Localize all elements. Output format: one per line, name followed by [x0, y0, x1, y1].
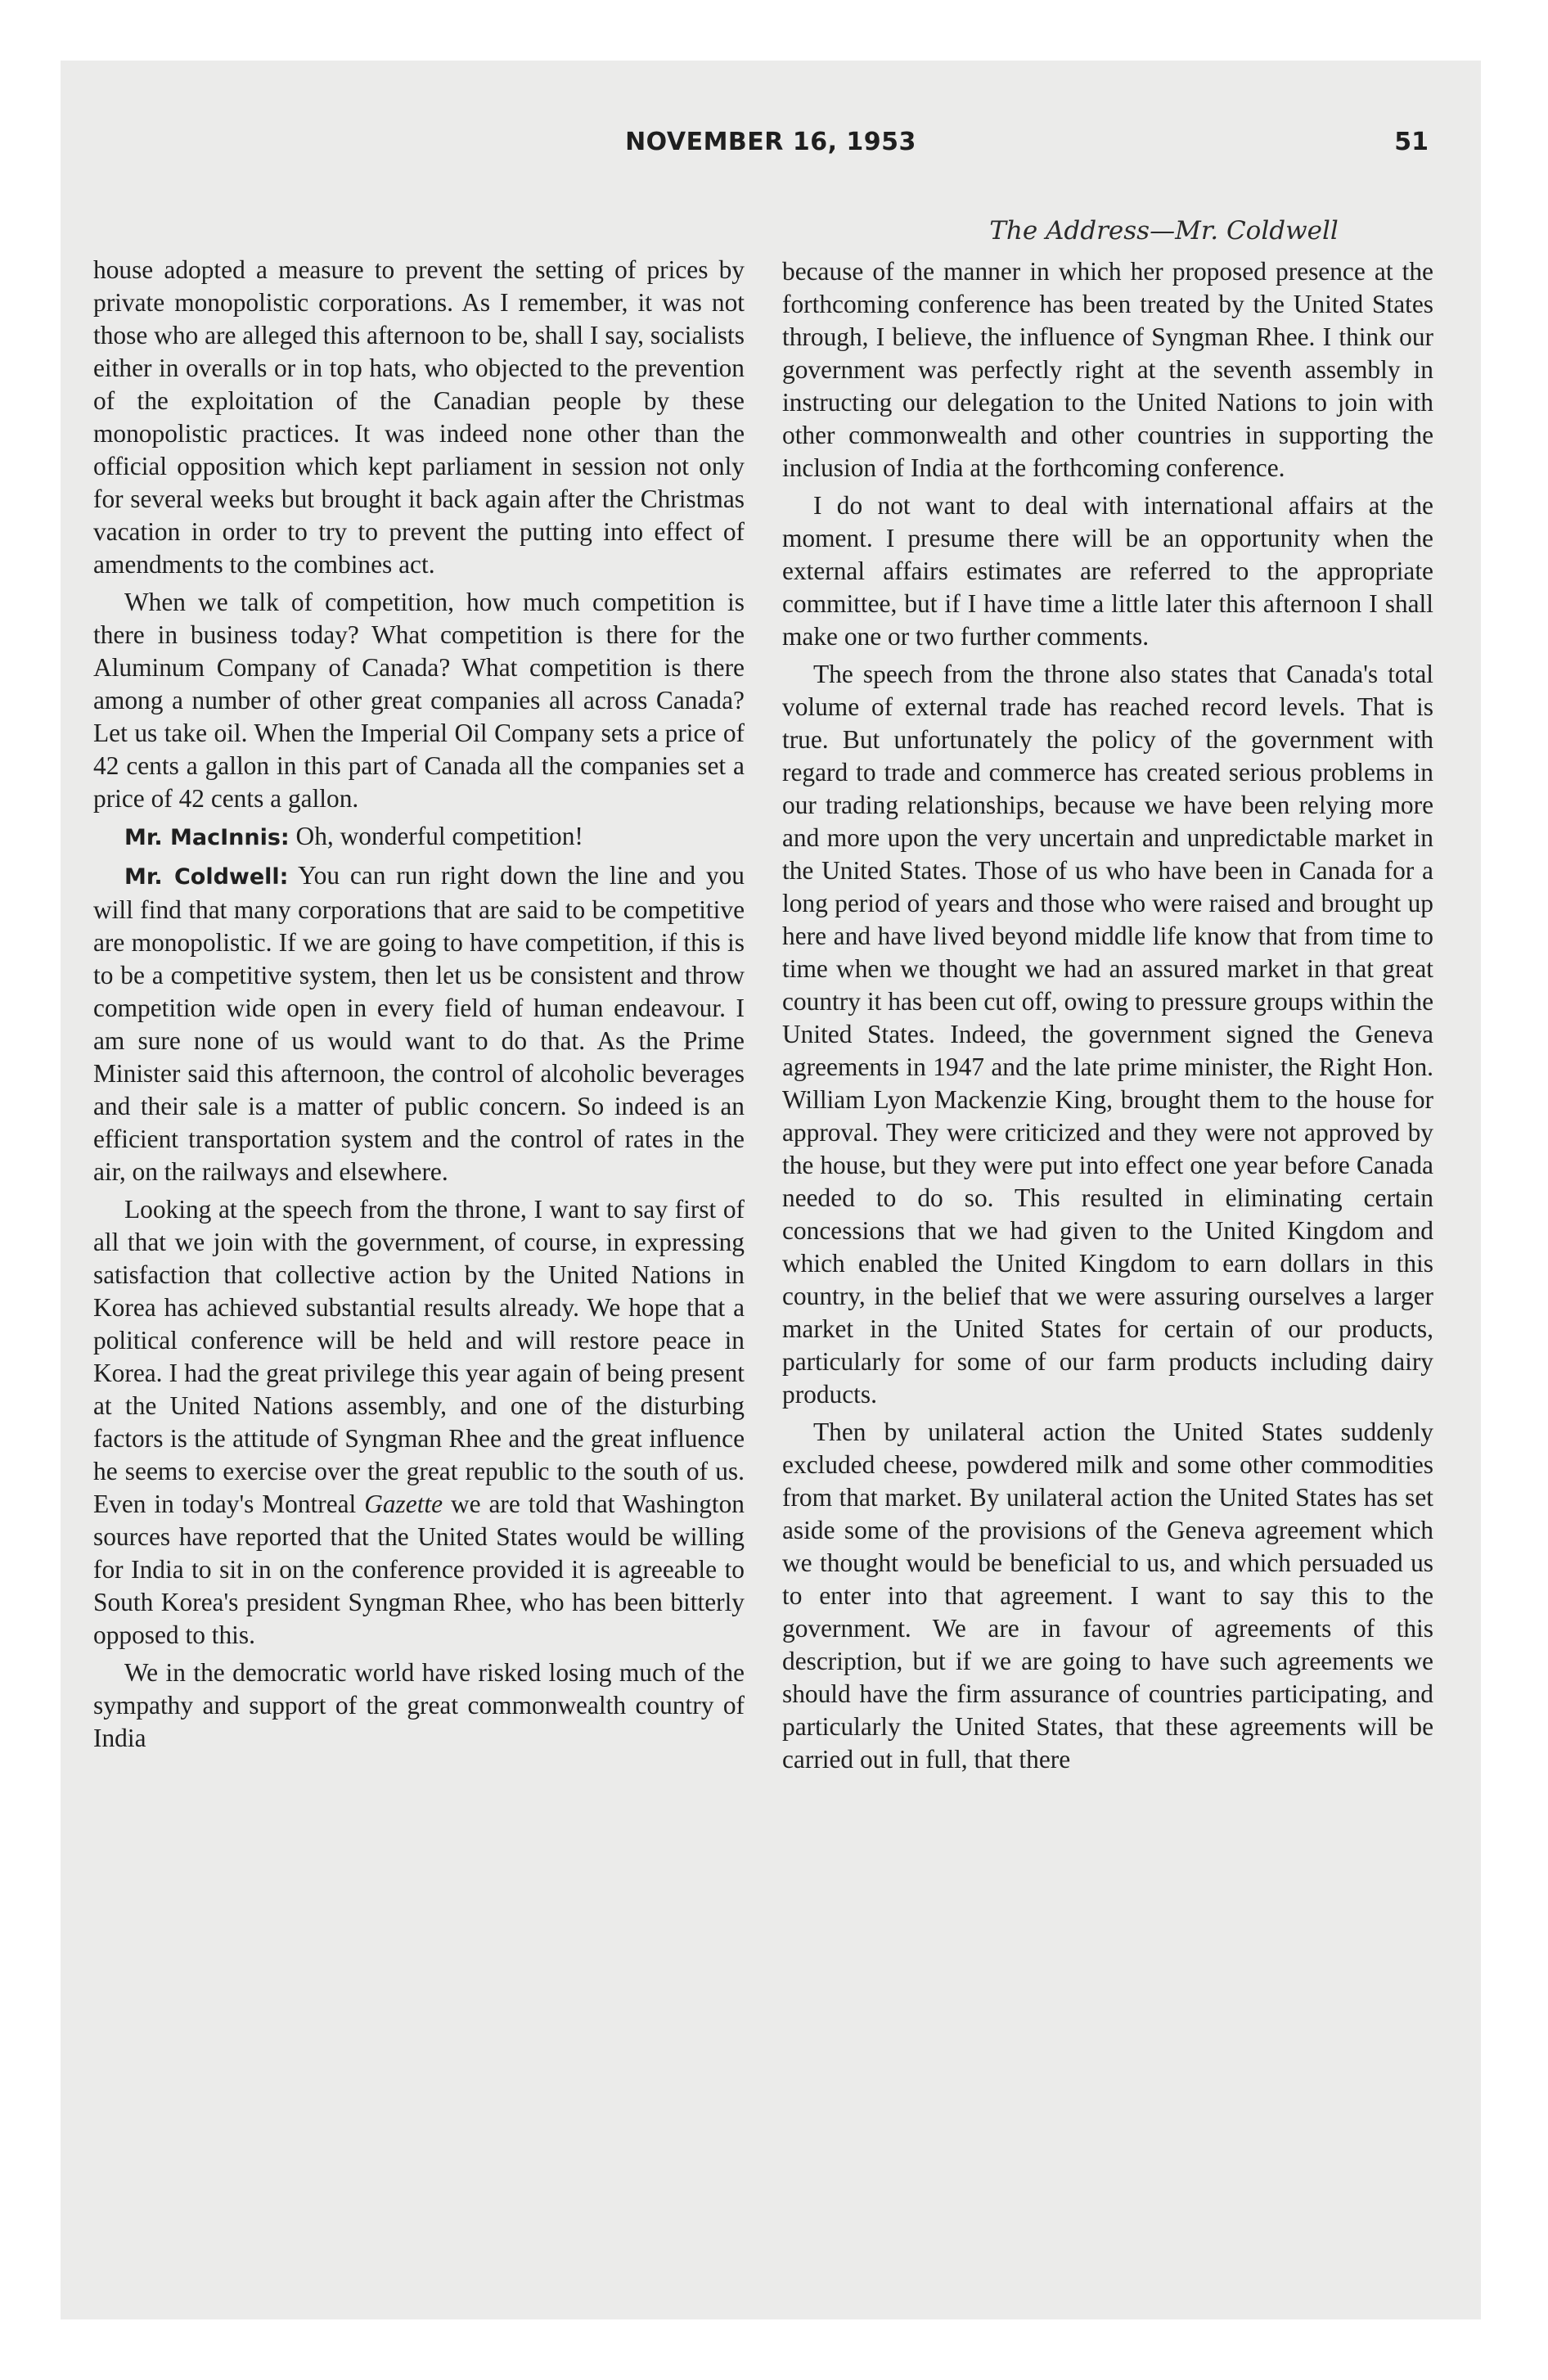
page-number: 51 — [1394, 128, 1429, 156]
newspaper-title: Gazette — [364, 1490, 443, 1518]
paragraph — [93, 1193, 745, 1652]
paragraph: I do not want to deal with international affairs at the moment. I presume there will be an opportunity when the external affairs estimates are referred to the appropriate committee, but if I have time a little later this afternoon I shall make one or two further comments. — [782, 491, 1433, 651]
header-date: NOVEMBER 16, 1953 — [625, 128, 916, 156]
page-header — [61, 128, 1481, 169]
speaker-name: Mr. MacInnis: — [124, 825, 290, 850]
running-head: The Address—Mr. Coldwell — [989, 216, 1339, 246]
speech-text: we are told that Washington sources have reported that the United States would be willing for India to sit in on the conference provided it is agreeable to South Korea's president Syngman Rhee, who has been bitterly opposed to this. — [93, 1490, 745, 1649]
paragraph: because of the manner in which her proposed presence at the forthcoming conference has been treated by the United States through, I believe, the influence of Syngman Rhee. I think our government was perfectly right at the seventh assembly in instructing our delegation to the United Nations to join with other commonwealth and other countries in supporting the inclusion of India at the forthcoming conference. — [782, 257, 1433, 482]
page-sheet — [61, 61, 1481, 2319]
paragraph — [93, 820, 745, 854]
paragraph: The speech from the throne also states that Canada's total volume of external trade has reached record levels. That is true. But unfortunately the policy of the government with regard to trade and commerce has created serious problems in our trading relationships, because we have been relying more and more upon the very uncertain and unpredictable market in the United States. Those of us who have been in Canada for a long period of years and those who were raised and brought up here and have lived beyond middle life know that from time to time when we thought we had an assured market in that great country it has been cut off, owing to pressure groups within the United States. Indeed, the government signed the Geneva agreements in 1947 and the late prime minister, the Right Hon. William Lyon Mackenzie King, brought them to the house for approval. They were criticized and they were not approved by the house, but they were put into effect one year before Canada needed to do so. This resulted in eliminating certain concessions that we had given to the United Kingdom and which enabled the United Kingdom to earn dollars in this country, in the belief that we were assuring ourselves a larger market in the United States for certain of our products, particularly for some of our farm products including dairy products. — [782, 660, 1433, 1409]
paragraph: When we talk of competition, how much competition is there in business today? What competition is there for the Aluminum Company of Canada? What competition is there among a number of other great companies all across Canada? Let us take oil. When the Imperial Oil Company sets a price of 42 cents a gallon in this part of Canada all the companies set a price of 42 cents a gallon. — [93, 588, 745, 813]
right-column — [782, 255, 1433, 1781]
left-column — [93, 254, 745, 1760]
speech-text: Looking at the speech from the throne, I want to say first of all that we join with the government, of course, in expressing satisfaction that collective action by the United Nations in Korea has achieved substantial results already. We hope that a political conference will be held and will restore peace in Korea. I had the great privilege this year again of being present at the United Nations assembly, and one of the disturbing factors is the attitude of Syngman Rhee and the great influence he seems to exercise over the great republic to the south of us. Even in today's Montreal — [93, 1195, 745, 1518]
speech-text: Oh, wonderful competition! — [289, 822, 583, 850]
paragraph: house adopted a measure to prevent the setting of prices by private monopolistic corporations. As I remember, it was not those who are alleged this afternoon to be, shall I say, socialists either in overalls or in top hats, who objected to the prevention of the exploitation of the Canadian people by these monopolistic practices. It was indeed none other than the official opposition which kept parliament in session not only for several weeks but brought it back again after the Christmas vacation in order to try to prevent the putting into effect of amendments to the combines act. — [93, 255, 745, 579]
speaker-name: Mr. Coldwell: — [124, 864, 289, 890]
speech-text: You can run right down the line and you will find that many corporations that are said to be competitive are monopolistic. If we are going to have competition, if this is to be a competitive system, then let us be consistent and throw competition wide open in every field of human endeavour. I am sure none of us would want to do that. As the Prime Minister said this afternoon, the control of alcoholic beverages and their sale is a matter of public concern. So indeed is an efficient transportation system and the control of rates in the air, on the railways and elsewhere. — [93, 861, 745, 1186]
paragraph: Then by unilateral action the United States suddenly excluded cheese, powdered milk and some other commodities from that market. By unilateral action the United States has set aside some of the provisions of the Geneva agreement which we thought would be beneficial to us, and which persuaded us to enter into that agreement. I want to say this to the government. We are in favour of agreements of this description, but if we are going to have such agreements we should have the firm assurance of countries participating, and particularly the United States, that these agreements will be carried out in full, that there — [782, 1418, 1433, 1774]
paragraph: We in the democratic world have risked losing much of the sympathy and support of the great commonwealth country of India — [93, 1658, 745, 1752]
paragraph — [93, 859, 745, 1188]
